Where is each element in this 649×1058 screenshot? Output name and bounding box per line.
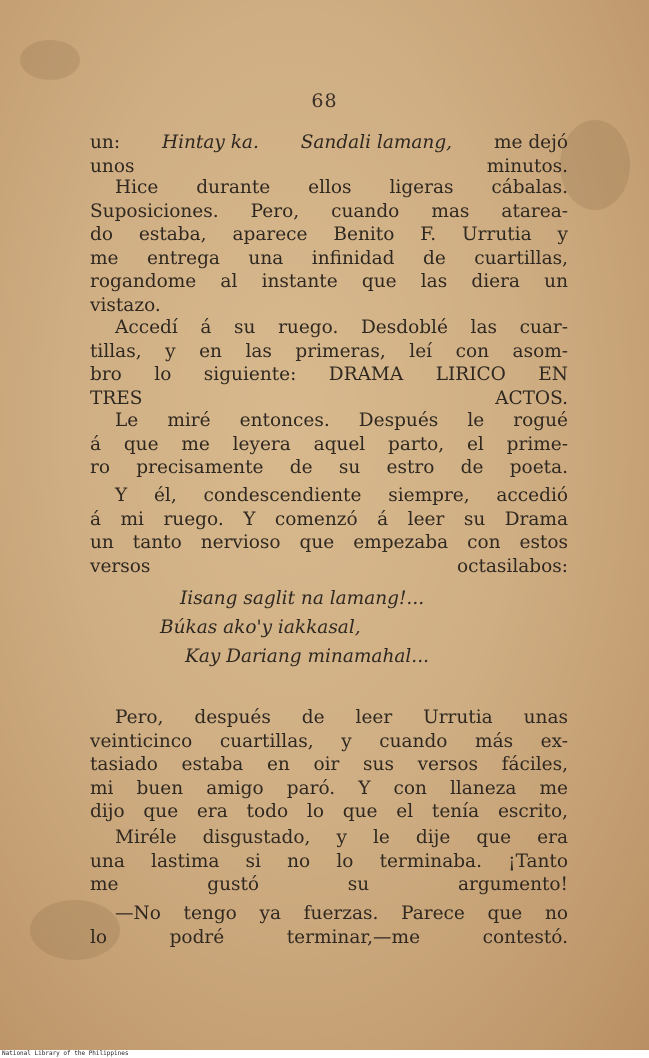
paragraph [90, 826, 568, 897]
text-line: do estaba, aparece Benito F. Urrutia y [90, 224, 568, 246]
text-line: Le miré entonces. Después le rogué [115, 410, 568, 431]
paragraph-body [90, 902, 568, 949]
text-line: Y él, condescendiente siempre, accedió [115, 485, 568, 506]
text-line: dijo que era todo lo que el tenía escrito, [90, 801, 568, 823]
paragraph [90, 706, 568, 824]
paper-stain [20, 40, 80, 80]
text-line: Suposiciones. Pero, cuando mas atarea- [90, 200, 568, 222]
text-segment: me dejó [493, 132, 568, 153]
paragraph-body [90, 176, 568, 318]
text-line: me entrega una infinidad de cuartillas, [90, 247, 568, 269]
text-line: una lastima si no lo terminaba. ¡Tanto [90, 850, 568, 872]
text-line: un tanto nervioso que empezaba con estos [90, 532, 568, 554]
text-line: mi buen amigo paró. Y con llaneza me [90, 777, 568, 799]
page-number: 68 [311, 90, 338, 112]
paragraph-body [90, 706, 568, 824]
text-line: TRES ACTOS. [90, 387, 568, 409]
paragraph [90, 484, 568, 578]
paragraph [90, 131, 568, 178]
text-line: Miréle disgustado, y le dije que era [115, 827, 568, 848]
text-line: lo podré terminar,—me contestó. [90, 926, 568, 948]
verse-line: Búkas ako'y iakkasal, [160, 617, 361, 638]
text-line: tasiado estaba en oir sus versos fáciles, [90, 754, 568, 776]
text-line: Pero, después de leer Urrutia unas [115, 707, 568, 728]
paragraph-body [90, 316, 568, 410]
paragraph-body [90, 131, 568, 178]
text-line: Accedí á su ruego. Desdoblé las cuar- [115, 317, 568, 338]
italic-segment: Hintay ka. [161, 132, 259, 153]
paragraph-body [90, 826, 568, 897]
paragraph-body [90, 484, 568, 578]
italic-segment: Sandali lamang, [300, 132, 453, 153]
paragraph [90, 409, 568, 480]
verse-line: Kay Dariang minamahal... [185, 646, 429, 667]
text-segment: un: [90, 132, 121, 153]
text-line: —No tengo ya fuerzas. Parece que no [115, 903, 568, 924]
library-credit: National Library of the Philippines [2, 1050, 129, 1057]
text-line: unos minutos. [90, 155, 568, 177]
text-line: vistazo. [90, 294, 161, 316]
paragraph-body [90, 409, 568, 480]
text-line: bro lo siguiente: DRAMA LIRICO EN [90, 364, 568, 386]
text-line: veinticinco cuartillas, y cuando más ex- [90, 730, 568, 752]
paragraph [90, 902, 568, 949]
verse-line: Iisang saglit na lamang!... [180, 588, 425, 609]
text-line: ro precisamente de su estro de poeta. [90, 457, 568, 479]
text-line: Hice durante ellos ligeras cábalas. [115, 177, 568, 198]
paragraph [90, 316, 568, 410]
text-line: versos octasilabos: [90, 555, 568, 577]
text-line: á mi ruego. Y comenzó á leer su Drama [90, 508, 568, 530]
paragraph [90, 176, 568, 318]
text-line [90, 131, 568, 155]
text-line: me gustó su argumento! [90, 874, 568, 896]
paper-stain [560, 120, 630, 210]
text-line: tillas, y en las primeras, leí con asom- [90, 340, 568, 362]
text-line: á que me leyera aquel parto, el prime- [90, 433, 568, 455]
text-line: rogandome al instante que las diera un [90, 271, 568, 293]
